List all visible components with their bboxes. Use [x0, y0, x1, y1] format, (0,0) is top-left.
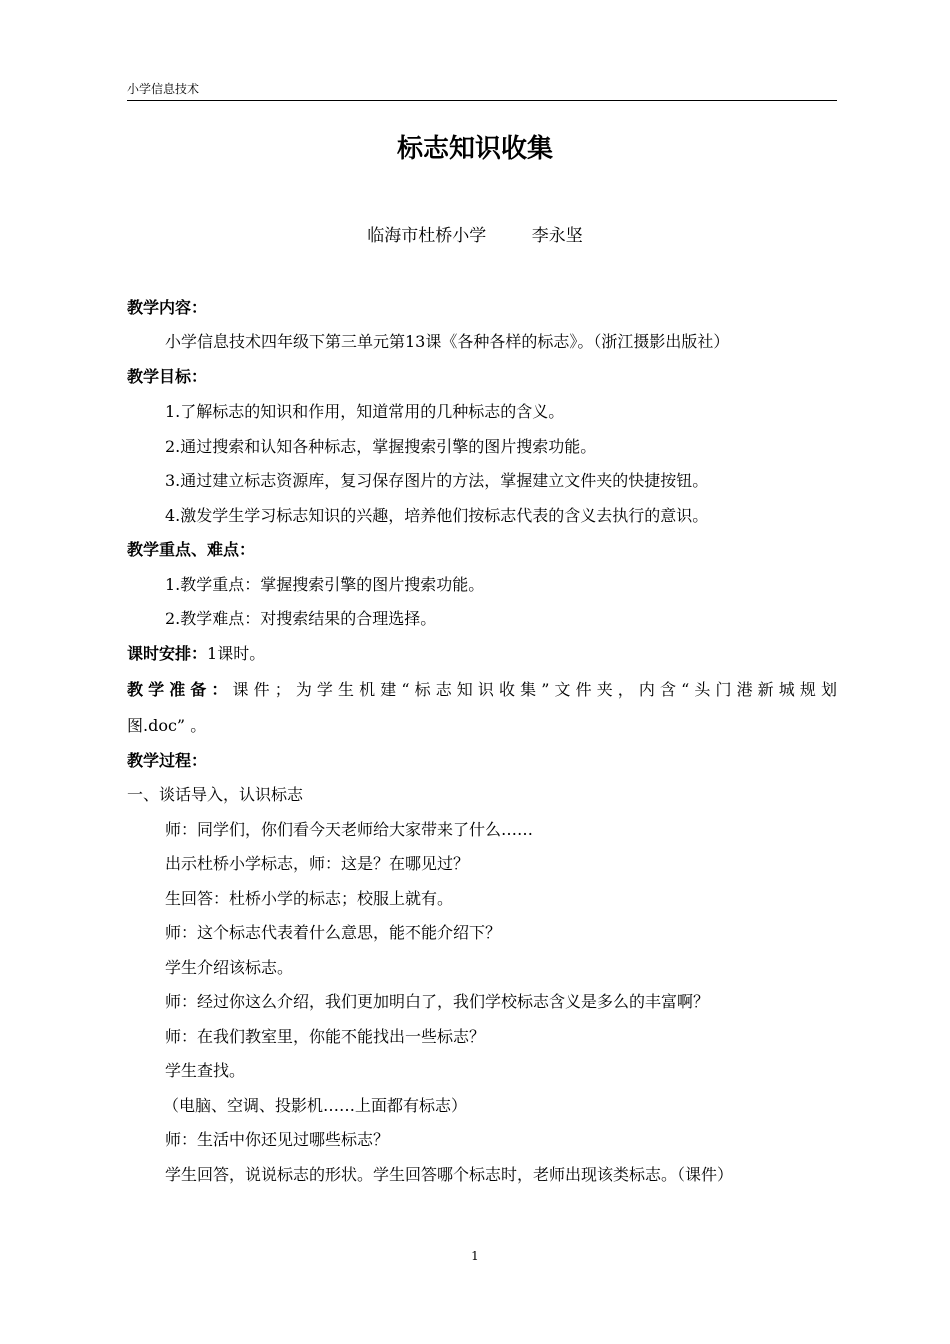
- prep-line: [127, 679, 837, 701]
- keypoint-item: 1.教学重点：掌握搜索引擎的图片搜索功能。: [165, 575, 485, 594]
- process-line: （电脑、空调、投影机……上面都有标志）: [163, 1096, 468, 1115]
- process-line: 学生回答，说说标志的形状。学生回答哪个标志时，老师出现该类标志。（课件）: [165, 1165, 734, 1184]
- schedule-label: 课时安排：: [127, 644, 208, 663]
- section-heading-keypoints: 教学重点、难点：: [127, 540, 256, 559]
- goal-item: 1.了解标志的知识和作用，知道常用的几种标志的含义。: [165, 402, 565, 421]
- page-header: 小学信息技术: [127, 82, 837, 101]
- process-line: 出示杜桥小学标志，师：这是？在哪见过？: [165, 854, 470, 873]
- document-title: 标志知识收集: [396, 134, 553, 164]
- section-heading-process: 教学过程：: [127, 751, 208, 770]
- goal-item: 3.通过建立标志资源库，复习保存图片的方法，掌握建立文件夹的快捷按钮。: [165, 471, 709, 490]
- author-name: 李永坚: [531, 226, 583, 246]
- schedule-line: [127, 643, 837, 665]
- process-line: 师：经过你这么介绍，我们更加明白了，我们学校标志含义是多么的丰富啊？: [165, 992, 710, 1011]
- process-line: 师：同学们，你们看今天老师给大家带来了什么……: [165, 820, 534, 839]
- process-line: 师：生活中你还见过哪些标志？: [165, 1130, 390, 1149]
- process-section-title: 一、谈话导入，认识标志: [127, 785, 304, 804]
- schedule-text: 1课时。: [207, 644, 266, 663]
- process-line: 师：这个标志代表着什么意思，能不能介绍下？: [165, 923, 502, 942]
- section-heading-content: 教学内容：: [127, 298, 208, 317]
- prep-line-continued: 图.doc” 。: [127, 716, 207, 735]
- goal-item: 4.激发学生学习标志知识的兴趣，培养他们按标志代表的含义去执行的意识。: [165, 506, 709, 525]
- prep-text: 课件；为学生机建“标志知识收集”文件夹，内含“头门港新城规划: [232, 680, 837, 699]
- process-line: 师：在我们教室里，你能不能找出一些标志？: [165, 1027, 486, 1046]
- content-text: 小学信息技术四年级下第三单元第13课《各种各样的标志》。（浙江摄影出版社）: [165, 332, 730, 351]
- section-heading-goals: 教学目标：: [127, 367, 208, 386]
- author-line: [0, 224, 950, 248]
- process-line: 生回答：杜桥小学的标志；校服上就有。: [165, 889, 454, 908]
- goal-item: 2.通过搜索和认知各种标志，掌握搜索引擎的图片搜索功能。: [165, 437, 597, 456]
- prep-label: 教学准备：: [127, 680, 233, 699]
- page-number: 1: [471, 1249, 479, 1263]
- process-line: 学生查找。: [165, 1061, 246, 1080]
- process-line: 学生介绍该标志。: [165, 958, 294, 977]
- keypoint-item: 2.教学难点：对搜索结果的合理选择。: [165, 609, 437, 628]
- author-school: 临海市杜桥小学: [367, 226, 487, 246]
